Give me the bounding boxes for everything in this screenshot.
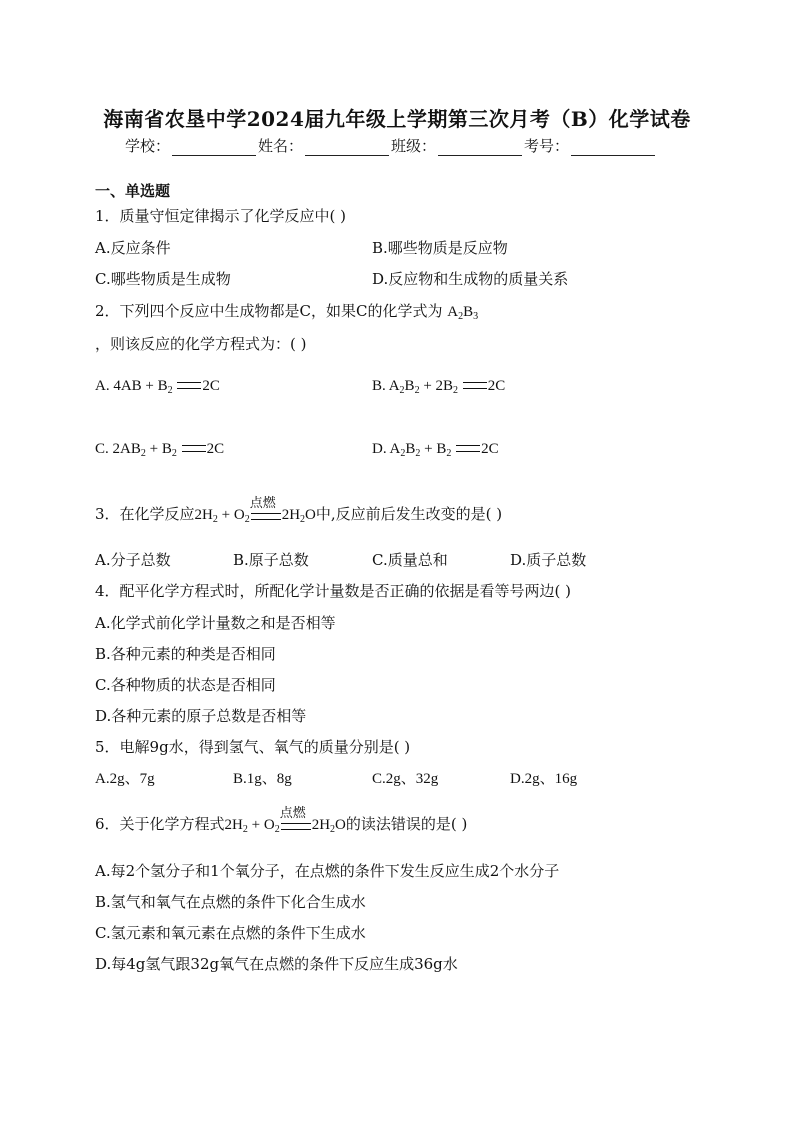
q2-stem-prefix: 2．下列四个反应中生成物都是C，如果C的化学式为 (95, 302, 443, 320)
q2-option-c (95, 441, 224, 458)
q2-option-c-sub: 2 (171, 448, 177, 459)
q2-option-b-sub: 2 (453, 385, 459, 396)
q4-option-a: A.化学式前化学计量数之和是否相等 (95, 614, 336, 632)
q6-option-c: C.氢元素和氧元素在点燃的条件下生成水 (95, 924, 366, 942)
q2-option-a-left-sub: 2 (167, 385, 173, 396)
q3-option-c: C.质量总和 (372, 551, 448, 569)
q3-option-b: B.原子总数 (233, 551, 309, 569)
q2-option-d-label: D. (372, 441, 387, 457)
q2-option-d-sub: 2 (400, 448, 406, 459)
student-info-row (125, 135, 657, 156)
q3-stem-prefix: 3．在化学反应 (95, 505, 195, 523)
q1-option-b: B.哪些物质是反应物 (372, 239, 508, 257)
section-title: 一、单选题 (95, 182, 171, 200)
class-blank[interactable] (438, 139, 522, 156)
q2-option-b-part: A (388, 378, 400, 394)
q6-stem-prefix: 6．关于化学方程式 (95, 815, 225, 833)
q6-equation (224, 804, 346, 835)
q6-eq-sub: 2 (330, 824, 336, 835)
q2-option-d-sub: 2 (415, 448, 421, 459)
q5-option-c: C.2g、32g (372, 771, 439, 787)
q6-option-a: A.每2个氢分子和1个氧分子，在点燃的条件下发生反应生成2个水分子 (95, 862, 560, 880)
name-label: 姓名： (258, 137, 304, 155)
q2-formula-a-sub: 2 (458, 311, 464, 322)
q5-option-a: A.2g、7g (95, 771, 155, 787)
q2-option-b-part: B (404, 378, 415, 394)
q3-option-a: A.分子总数 (95, 551, 171, 569)
q5-option-d: D.2g、16g (510, 771, 578, 787)
q6-eq-part: 2H (224, 817, 243, 833)
equals-sign (177, 382, 201, 389)
q2-option-a-right: 2C (202, 378, 220, 394)
q2-option-c-part: 2AB (112, 441, 141, 457)
q3-eq-sub: 2 (212, 514, 218, 525)
school-label: 学校： (125, 137, 171, 155)
q6-option-d: D.每4g氢气跟32g氧气在点燃的条件下反应生成36g水 (95, 955, 458, 973)
q6-eq-part: O (335, 817, 346, 833)
q4-option-b: B.各种元素的种类是否相同 (95, 645, 276, 663)
q1-option-d: D.反应物和生成物的质量关系 (372, 270, 569, 288)
reaction-condition-sign (249, 494, 281, 523)
q2-option-d-right: 2C (481, 441, 499, 457)
exam-no-blank[interactable] (571, 139, 655, 156)
equals-sign (182, 445, 206, 452)
q3-eq-sub: 2 (300, 514, 306, 525)
q2-option-b-part: + 2B (419, 378, 454, 394)
q2-option-c-sub: 2 (140, 448, 146, 459)
q2-formula-b-sub: 3 (473, 311, 479, 322)
q2-formula (447, 304, 478, 320)
q1-option-c: C.哪些物质是生成物 (95, 270, 231, 288)
name-blank[interactable] (305, 139, 389, 156)
q2-option-d-part: A (389, 441, 401, 457)
q1-stem: 1．质量守恒定律揭示了化学反应中( ) (95, 207, 347, 225)
q3-stem (95, 494, 503, 525)
q2-option-c-right: 2C (206, 441, 225, 457)
class-label: 班级： (391, 137, 437, 155)
q2-formula-a: A (447, 304, 459, 320)
q2-option-a (95, 378, 220, 395)
q5-stem: 5．电解9g水，得到氢气、氧气的质量分别是( ) (95, 738, 411, 756)
q2-option-d (372, 441, 499, 458)
q2-stem (95, 300, 478, 321)
q2-option-b (372, 378, 505, 395)
q4-option-d: D.各种元素的原子总数是否相等 (95, 707, 307, 725)
equals-bars (251, 513, 281, 520)
q4-option-c: C.各种物质的状态是否相同 (95, 676, 276, 694)
condition-text: 点燃 (249, 494, 276, 510)
equals-sign (456, 445, 480, 452)
q2-option-b-label: B. (372, 378, 386, 394)
q6-eq-part: + O (247, 817, 275, 833)
condition-text: 点燃 (279, 804, 306, 820)
q5-option-b: B.1g、8g (233, 771, 292, 787)
q3-eq-part: + O (217, 507, 245, 523)
q2-option-c-label: C. (95, 441, 109, 457)
q2-formula-b: B (463, 304, 474, 320)
school-blank[interactable] (172, 139, 256, 156)
q2-option-c-part: + B (145, 441, 172, 457)
q2-stem-continuation: ，则该反应的化学方程式为：( ) (95, 335, 307, 353)
q2-option-d-part: + B (420, 441, 447, 457)
q2-option-d-part: B (405, 441, 416, 457)
exam-title: 海南省农垦中学2024届九年级上学期第三次月考（B）化学试卷 (103, 107, 691, 131)
q2-option-b-sub: 2 (414, 385, 420, 396)
equals-bars (281, 823, 311, 830)
reaction-condition-sign (279, 804, 311, 833)
q6-option-b: B.氢气和氧气在点燃的条件下化合生成水 (95, 893, 366, 911)
q4-stem: 4．配平化学方程式时，所配化学计量数是否正确的依据是看等号两边( ) (95, 582, 572, 600)
q2-option-b-sub: 2 (399, 385, 405, 396)
equals-sign (463, 382, 487, 389)
q3-eq-part: O (305, 507, 316, 523)
q3-eq-part: 2H (281, 507, 301, 523)
exam-no-label: 考号： (524, 137, 570, 155)
q3-stem-suffix: 中,反应前后发生改变的是( ) (315, 505, 503, 523)
q6-eq-sub: 2 (242, 824, 248, 835)
q3-option-d: D.质子总数 (510, 551, 587, 569)
q6-stem (95, 804, 468, 835)
q2-option-d-sub: 2 (446, 448, 452, 459)
q2-option-a-left: 4AB + B (113, 378, 168, 394)
q6-eq-sub: 2 (274, 824, 280, 835)
q2-option-b-right: 2C (487, 378, 506, 394)
q2-option-a-label: A. (95, 378, 110, 394)
q3-eq-sub: 2 (244, 514, 250, 525)
q3-eq-part: 2H (194, 507, 213, 523)
q6-stem-suffix: 的读法错误的是( ) (345, 815, 468, 833)
q3-equation (194, 494, 316, 525)
q6-eq-part: 2H (311, 817, 331, 833)
q1-option-a: A.反应条件 (95, 239, 171, 257)
